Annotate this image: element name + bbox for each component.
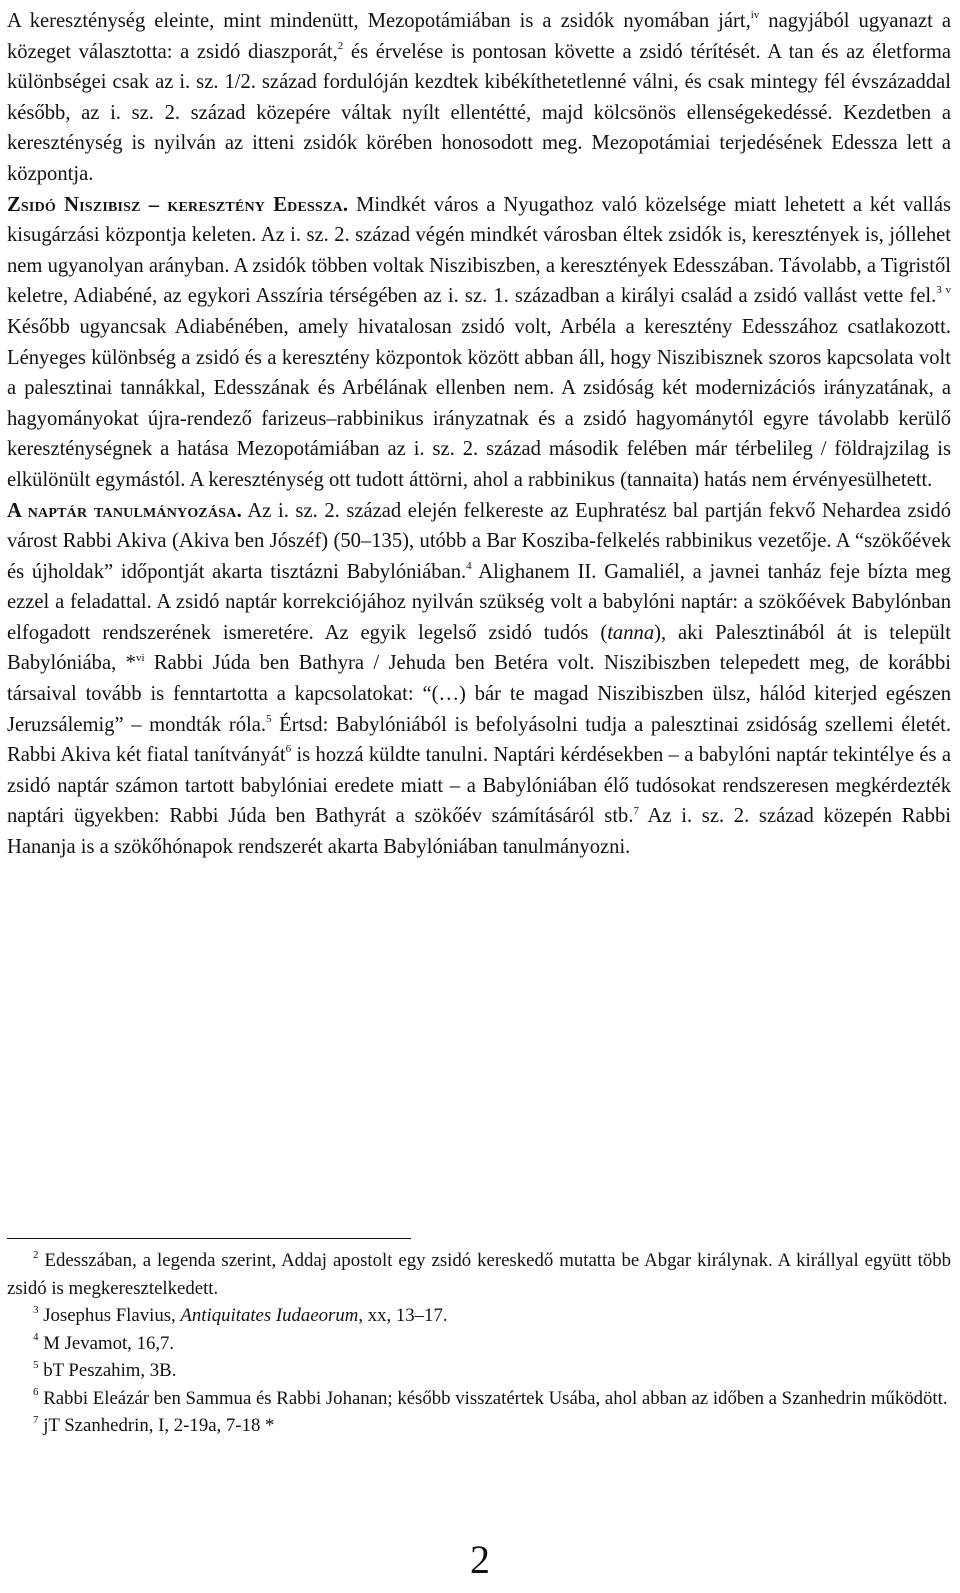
section-heading-niszibisz-edessza: Zsidó Niszibisz – keresztény Edessza.: [7, 193, 349, 216]
footnote-text: jT Szanhedrin,: [38, 1415, 159, 1436]
paragraph-3-text-e: Értsd: Babylóniából is befolyásolni tudja a palesztinai zsidóság szellemi életét. Rabbi Akiva két fiatal tanítványát: [7, 713, 951, 767]
footnote-number: 3: [33, 1303, 39, 1316]
footnote-number: 4: [33, 1331, 39, 1344]
tanna-term: tanna: [607, 621, 655, 644]
footnote-ref-5: 5: [266, 712, 272, 725]
footnote-ref-6: 6: [285, 743, 292, 756]
footnote-text-tail: , 2-19a, 7-18 *: [164, 1415, 275, 1436]
footnote-number: 7: [33, 1413, 39, 1426]
footnote-text: bT Peszahim, 3B.: [38, 1360, 177, 1381]
paragraph-2-text-a: Mindkét város a Nyugathoz való közelsége miatt lehetett a két vallás kisugárzási központja keleten. Az i. sz. 2. század végén mindkét városban éltek zsidók is, keresztények is, jóllehet nem ugyanolyan arányban. A zsidók többen voltak Niszibiszben, a keresztények Edesszában. Távolabb, a Tigristől keletre, Adiabéné, az egykori Asszíria térségében az i. sz. 1. században a királyi család a zsidó vallást vette fel.: [7, 193, 951, 308]
footnote-ref-7: 7: [633, 804, 639, 817]
footnote-text: Josephus Flavius,: [38, 1305, 181, 1326]
paragraph-3-text-a: Az i. sz. 2. század elején felkereste az Euphratész bal partján fekvő Nehardea zsidó várost Rabbi Akiva (Akiva ben Jószéf) (50–135), utóbb a Bar Kosziba-felkelés rabbinikus vezetője. A “szökőévek és újholdak” időpontját akarta tisztázni Babylóniában.: [7, 499, 951, 583]
footnote-7: [7, 1412, 951, 1440]
paragraph-3: [7, 496, 951, 863]
paragraph-2: [7, 190, 951, 496]
paragraph-2-text-b: Később ugyancsak Adiabénében, amely hivatalosan zsidó volt, Arbéla a keresztény Edesszához csatlakozott. Lényeges különbség a zsidó és a keresztény központok között abban áll, hogy Niszibisznek szoros kapcsolata volt a palesztinai tannákkal, Edesszának és Arbélának ellenben nem. A zsidóság két modernizációs irányzatának, a hagyományokat újra-rendező farizeus–rabbinikus irányzatnak és a zsidó hagyománytól egyre távolabb kerülő kereszténységnek a hatása Mezopotámiában az i. sz. 2. század második felében már térbelileg / földrajzilag is elkülönült egymástól. A kereszténység ott tudott áttörni, ahol a rabbinikus (tannaita) hatás nem érvényesülhetett.: [7, 315, 951, 491]
footnote-ref-4: 4: [466, 559, 472, 572]
paragraph-3-text-c: ), aki Palesztinából át is települt Babylóniába, *: [7, 621, 951, 675]
footnote-2: [7, 1247, 951, 1302]
footnote-3: [7, 1302, 951, 1330]
footnote-separator: [7, 1238, 411, 1239]
footnote-text: M Jevamot, 16,7.: [38, 1332, 175, 1354]
paragraph-1-text-a: A kereszténység eleinte, mint mindenütt, Mezopotámiában is a zsidók nyomában járt,: [7, 10, 751, 32]
paragraph-3-text-b: Alighanem II. Gamaliél, a javnei tanház feje bízta meg ezzel a feladattal. A zsidó naptár korrekciójához nyilván szükség volt a babylóni naptár: a szökőévek Babylónban elfogadott rendszerének ismeretére. Az egyik legelső zsidó tudós (: [7, 560, 951, 644]
footnote-ref-3-v: 3 v: [936, 284, 951, 297]
footnote-number: 6: [33, 1386, 39, 1399]
footnote-text: Rabbi Eleázár ben Sammua és Rabbi Johanan; később visszatértek Usába, ahol abban az időben a Szanhedrin működött.: [38, 1387, 948, 1409]
footnote-5: [7, 1357, 951, 1385]
paragraph-1-text-c: és érvelése is pontosan követte a zsidó térítését. A tan és az életforma különbségei csak az i. sz. 1/2. század fordulóján kezdtek kibékíthetetlenné válni, és csak mintegy fél évszázaddal később, az i. sz. 2. század közepére váltak nyílt ellentétté, majd kölcsönös ellenségekedéssé. Kezdetben a kereszténység is nyilván az itteni zsidók körében honosodott meg. Mezopotámiai terjedésének Edessza lett a központja.: [7, 40, 951, 185]
footnote-roman-numeral: I: [158, 1415, 165, 1436]
paragraph-3-text-g: Az i. sz. 2. század közepén Rabbi Hananja is a szökőhónapok rendszerét akarta Babylóniában tanulmányozni.: [7, 805, 951, 859]
footnote-work-title: Antiquitates Iudaeorum: [180, 1305, 359, 1326]
footnote-text: Edesszában, a legenda szerint, Addaj apostolt egy zsidó kereskedő mutatta be Abgar királynak. A királlyal együtt több zsidó is megkeresztelkedett.: [7, 1250, 951, 1299]
endnote-ref-vi: vi: [135, 651, 145, 664]
footnote-text-tail: , xx, 13–17.: [358, 1305, 448, 1326]
paragraph-3-text-d: Rabbi Júda ben Bathyra / Jehuda ben Betéra volt. Niszibiszben telepedett meg, de korábbi társaival tovább is fenntartotta a kapcsolatokat: “(…) bár te magad Niszibiszben ülsz, hálód kiterjed egészen Jeruzsálemig” – mondták róla.: [7, 652, 951, 736]
footnote-4: [7, 1330, 951, 1358]
paragraph-3-text-f: is hozzá küldte tanulni. Naptári kérdésekben – a babylóni naptár tekintélye és a zsidó naptár számon tartott babylóniai eredete miatt – a Babylóniában élő tudósokat rendszeresen megkérdezték naptári ügyekben: Rabbi Júda ben Bathyrát a szökőév számításáról stb.: [7, 744, 952, 828]
endnote-ref-iv: iv: [750, 9, 760, 22]
paragraph-1-text-b: nagyjából ugyanazt a közeget választotta: a zsidó diaszporát,: [7, 10, 951, 63]
page-number: 2: [470, 1537, 490, 1582]
section-heading-naptar: A naptár tanulmányozása.: [7, 499, 242, 522]
main-text: [7, 6, 951, 863]
footnote-number: 2: [33, 1248, 39, 1261]
footnote-6: [7, 1385, 951, 1413]
paragraph-1: [7, 6, 951, 190]
footnotes: [7, 1247, 951, 1440]
footnote-number: 5: [33, 1358, 39, 1371]
footnote-ref-2: 2: [337, 39, 344, 52]
